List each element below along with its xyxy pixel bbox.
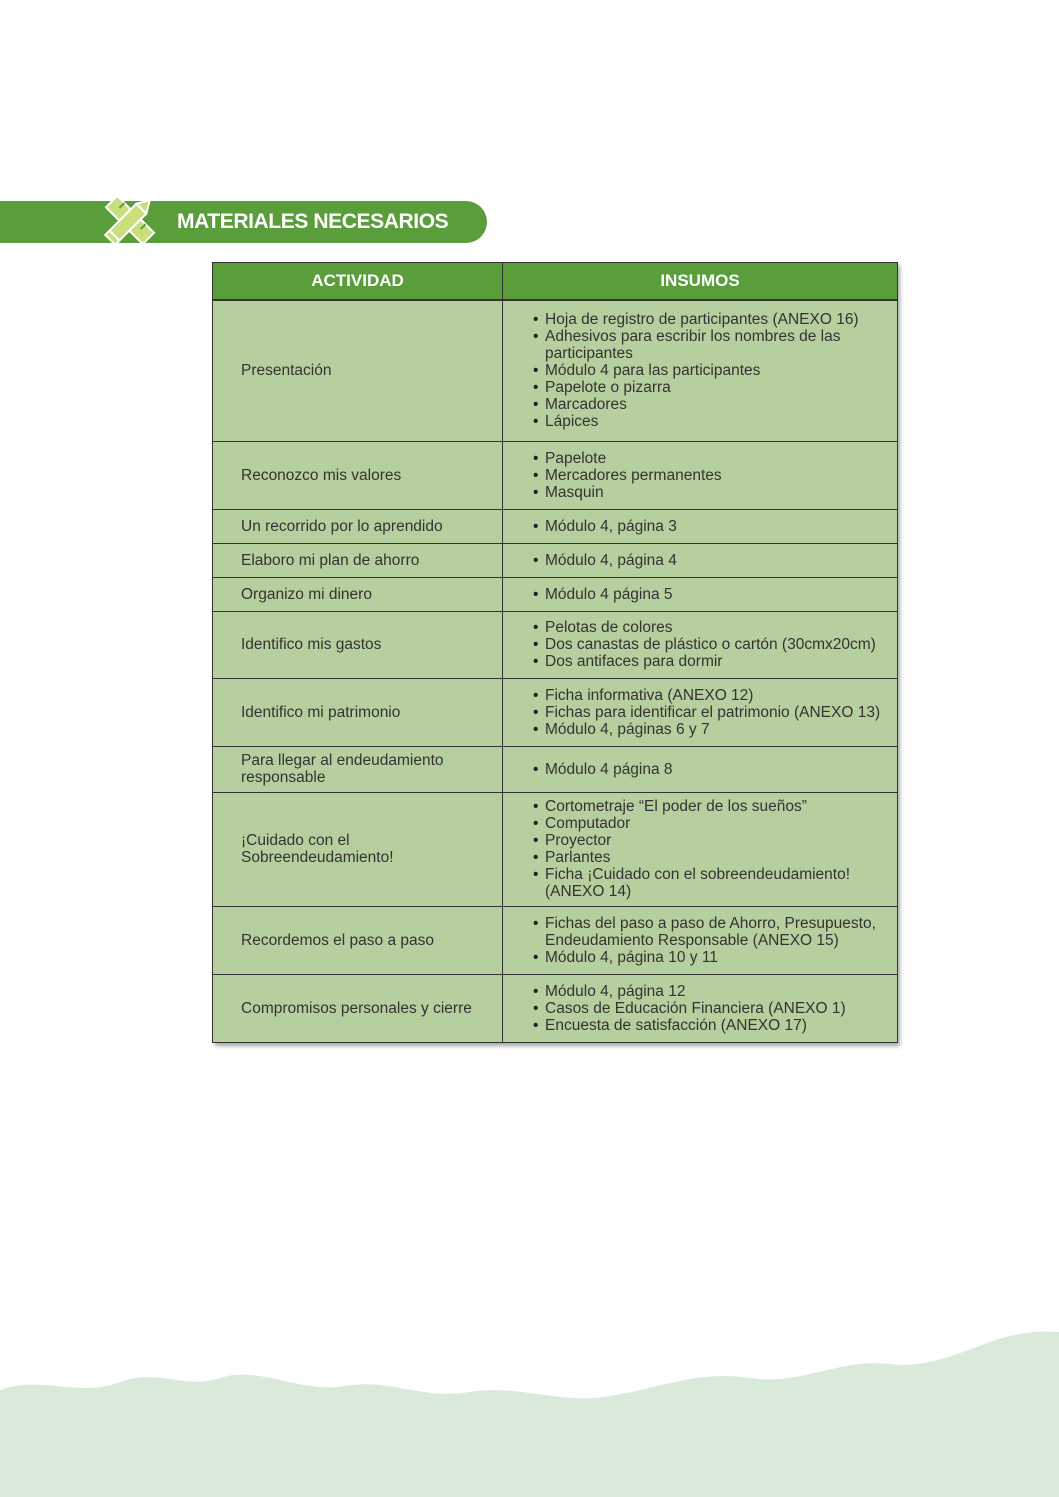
activity-cell: Recordemos el paso a paso xyxy=(213,906,503,974)
list-item: • Módulo 4 página 8 xyxy=(533,761,893,778)
table-row xyxy=(213,577,898,611)
list-item: • Hoja de registro de participantes (ANEXO 16) xyxy=(533,311,893,328)
supplies-list xyxy=(533,450,893,501)
list-item: • Computador xyxy=(533,815,893,832)
supplies-list xyxy=(533,983,893,1034)
activity-cell: Presentación xyxy=(213,300,503,441)
section-title: MATERIALES NECESARIOS xyxy=(177,210,449,233)
list-item: • Papelote xyxy=(533,450,893,467)
list-item: • Módulo 4, página 10 y 11 xyxy=(533,949,893,966)
supplies-cell xyxy=(503,300,898,441)
activity-cell: Identifico mi patrimonio xyxy=(213,678,503,746)
supplies-list xyxy=(533,761,893,778)
activity-cell: Organizo mi dinero xyxy=(213,577,503,611)
activity-cell: Identifico mis gastos xyxy=(213,611,503,678)
header-supplies: INSUMOS xyxy=(503,263,898,301)
list-item: • Encuesta de satisfacción (ANEXO 17) xyxy=(533,1017,893,1034)
table-row xyxy=(213,974,898,1042)
list-item: • Fichas del paso a paso de Ahorro, Presupuesto, Endeudamiento Responsable (ANEXO 15) xyxy=(533,915,893,949)
supplies-list xyxy=(533,619,893,670)
supplies-cell xyxy=(503,746,898,792)
table-row xyxy=(213,441,898,509)
list-item: • Papelote o pizarra xyxy=(533,379,893,396)
activity-cell: ¡Cuidado con el Sobreendeudamiento! xyxy=(213,792,503,906)
list-item: • Masquin xyxy=(533,484,893,501)
supplies-cell xyxy=(503,792,898,906)
supplies-cell xyxy=(503,577,898,611)
list-item: • Lápices xyxy=(533,413,893,430)
table-row xyxy=(213,678,898,746)
list-item: • Parlantes xyxy=(533,849,893,866)
list-item: • Cortometraje “El poder de los sueños” xyxy=(533,798,893,815)
list-item: • Pelotas de colores xyxy=(533,619,893,636)
supplies-list xyxy=(533,552,893,569)
pencil-ruler-icon xyxy=(96,186,164,254)
activity-cell: Para llegar al endeudamiento responsable xyxy=(213,746,503,792)
supplies-cell xyxy=(503,974,898,1042)
decorative-splash xyxy=(0,1320,1059,1497)
header-activity: ACTIVIDAD xyxy=(213,263,503,301)
table-row xyxy=(213,509,898,543)
list-item: • Módulo 4 para las participantes xyxy=(533,362,893,379)
activity-cell: Reconozco mis valores xyxy=(213,441,503,509)
list-item: • Ficha informativa (ANEXO 12) xyxy=(533,687,893,704)
list-item: • Módulo 4 página 5 xyxy=(533,586,893,603)
list-item: • Dos canastas de plástico o cartón (30cmx20cm) xyxy=(533,636,893,653)
table-row xyxy=(213,746,898,792)
list-item: • Mercadores permanentes xyxy=(533,467,893,484)
list-item: • Módulo 4, páginas 6 y 7 xyxy=(533,721,893,738)
supplies-list xyxy=(533,798,893,900)
supplies-list xyxy=(533,687,893,738)
list-item: • Módulo 4, página 3 xyxy=(533,518,893,535)
list-item: • Módulo 4, página 4 xyxy=(533,552,893,569)
supplies-cell xyxy=(503,906,898,974)
activity-cell: Un recorrido por lo aprendido xyxy=(213,509,503,543)
list-item: • Dos antifaces para dormir xyxy=(533,653,893,670)
supplies-cell xyxy=(503,543,898,577)
supplies-cell xyxy=(503,611,898,678)
activity-cell: Elaboro mi plan de ahorro xyxy=(213,543,503,577)
list-item: • Módulo 4, página 12 xyxy=(533,983,893,1000)
supplies-cell xyxy=(503,509,898,543)
list-item: • Ficha ¡Cuidado con el sobreendeudamiento! (ANEXO 14) xyxy=(533,866,893,900)
materials-table xyxy=(212,262,897,1043)
supplies-list xyxy=(533,311,893,430)
activity-cell: Compromisos personales y cierre xyxy=(213,974,503,1042)
supplies-list xyxy=(533,518,893,535)
list-item: • Adhesivos para escribir los nombres de las participantes xyxy=(533,328,893,362)
supplies-cell xyxy=(503,678,898,746)
table-row xyxy=(213,543,898,577)
list-item: • Proyector xyxy=(533,832,893,849)
list-item: • Fichas para identificar el patrimonio (ANEXO 13) xyxy=(533,704,893,721)
supplies-cell xyxy=(503,441,898,509)
supplies-list xyxy=(533,586,893,603)
table-header-row xyxy=(213,263,898,301)
table-row xyxy=(213,611,898,678)
list-item: • Marcadores xyxy=(533,396,893,413)
supplies-list xyxy=(533,915,893,966)
table-row xyxy=(213,300,898,441)
list-item: • Casos de Educación Financiera (ANEXO 1) xyxy=(533,1000,893,1017)
table-row xyxy=(213,906,898,974)
table-row xyxy=(213,792,898,906)
